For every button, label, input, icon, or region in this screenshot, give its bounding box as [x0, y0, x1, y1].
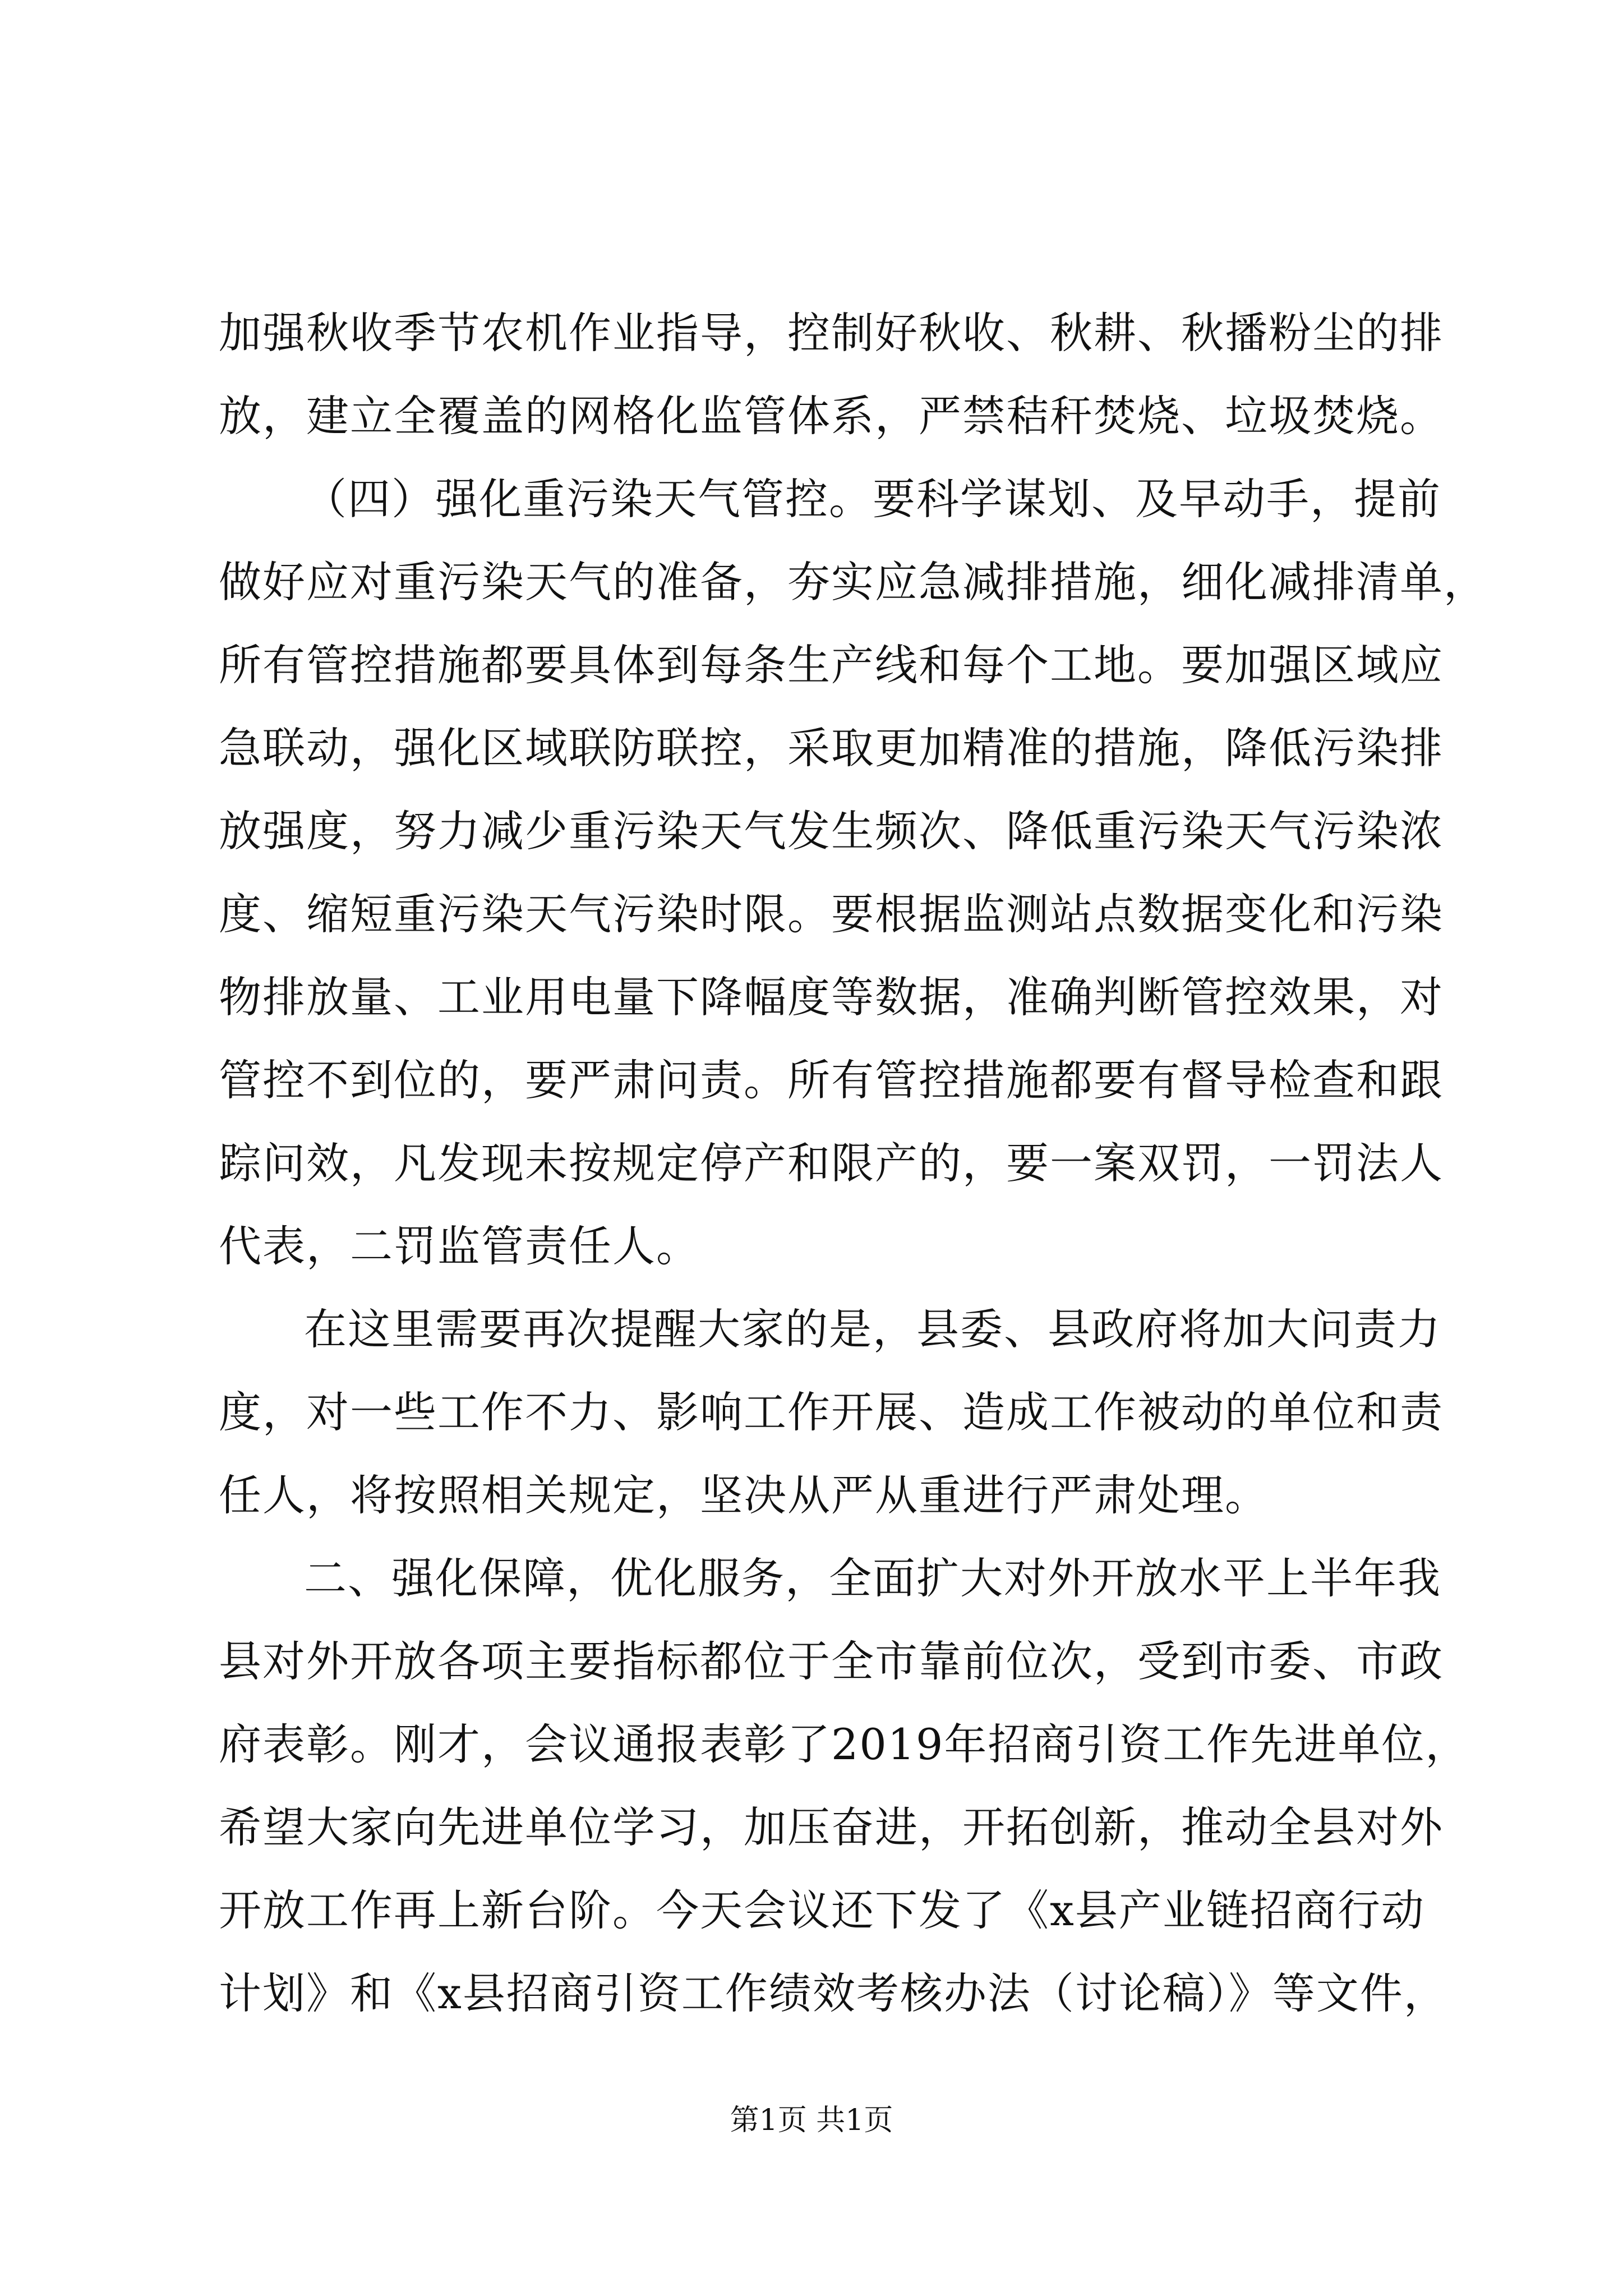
text-line: 度、缩短重污染天气污染时限。要根据监测站点数据变化和污染 [219, 889, 1444, 939]
text-line: 计划》和《x县招商引资工作绩效考核办法（讨论稿）》等文件， [219, 1968, 1447, 2018]
text-line: 县对外开放各项主要指标都位于全市靠前位次，受到市委、市政 [219, 1636, 1444, 1686]
text-line: 任人，将按照相关规定，坚决从严从重进行严肃处理。 [219, 1470, 1269, 1520]
text-line: 度，对一些工作不力、影响工作开展、造成工作被动的单位和责 [219, 1387, 1444, 1437]
text-line: 放强度，努力减少重污染天气发生频次、降低重污染天气污染浓 [219, 806, 1444, 856]
text-line: 所有管控措施都要具体到每条生产线和每个工地。要加强区域应 [219, 640, 1444, 690]
body-text [219, 292, 1487, 2035]
text-line: 管控不到位的，要严肃问责。所有管控措施都要有督导检查和跟 [219, 1055, 1444, 1105]
text-line: 二、强化保障，优化服务，全面扩大对外开放水平上半年我 [304, 1553, 1441, 1603]
text-line: 做好应对重污染天气的准备，夯实应急减排措施，细化减排清单， [219, 557, 1487, 607]
text-line: 府表彰。刚才，会议通报表彰了2019年招商引资工作先进单位， [219, 1719, 1469, 1769]
text-line: 希望大家向先进单位学习，加压奋进，开拓创新，推动全县对外 [219, 1802, 1444, 1852]
page-footer: 第1页 共1页 [730, 2104, 893, 2137]
text-line: 加强秋收季节农机作业指导，控制好秋收、秋耕、秋播粉尘的排 [219, 308, 1444, 358]
text-line: 代表，二罚监管责任人。 [219, 1221, 700, 1271]
text-line: （四）强化重污染天气管控。要科学谋划、及早动手，提前 [304, 474, 1441, 524]
text-line: 物排放量、工业用电量下降幅度等数据，准确判断管控效果，对 [219, 972, 1444, 1022]
text-line: 踪问效，凡发现未按规定停产和限产的，要一案双罚，一罚法人 [219, 1138, 1444, 1188]
text-line: 急联动，强化区域联防联控，采取更加精准的措施，降低污染排 [219, 723, 1444, 773]
text-line: 放，建立全覆盖的网格化监管体系，严禁秸秆焚烧、垃圾焚烧。 [219, 391, 1444, 441]
text-line: 在这里需要再次提醒大家的是，县委、县政府将加大问责力 [304, 1304, 1441, 1354]
text-line: 开放工作再上新台阶。今天会议还下发了《x县产业链招商行动 [219, 1885, 1425, 1935]
